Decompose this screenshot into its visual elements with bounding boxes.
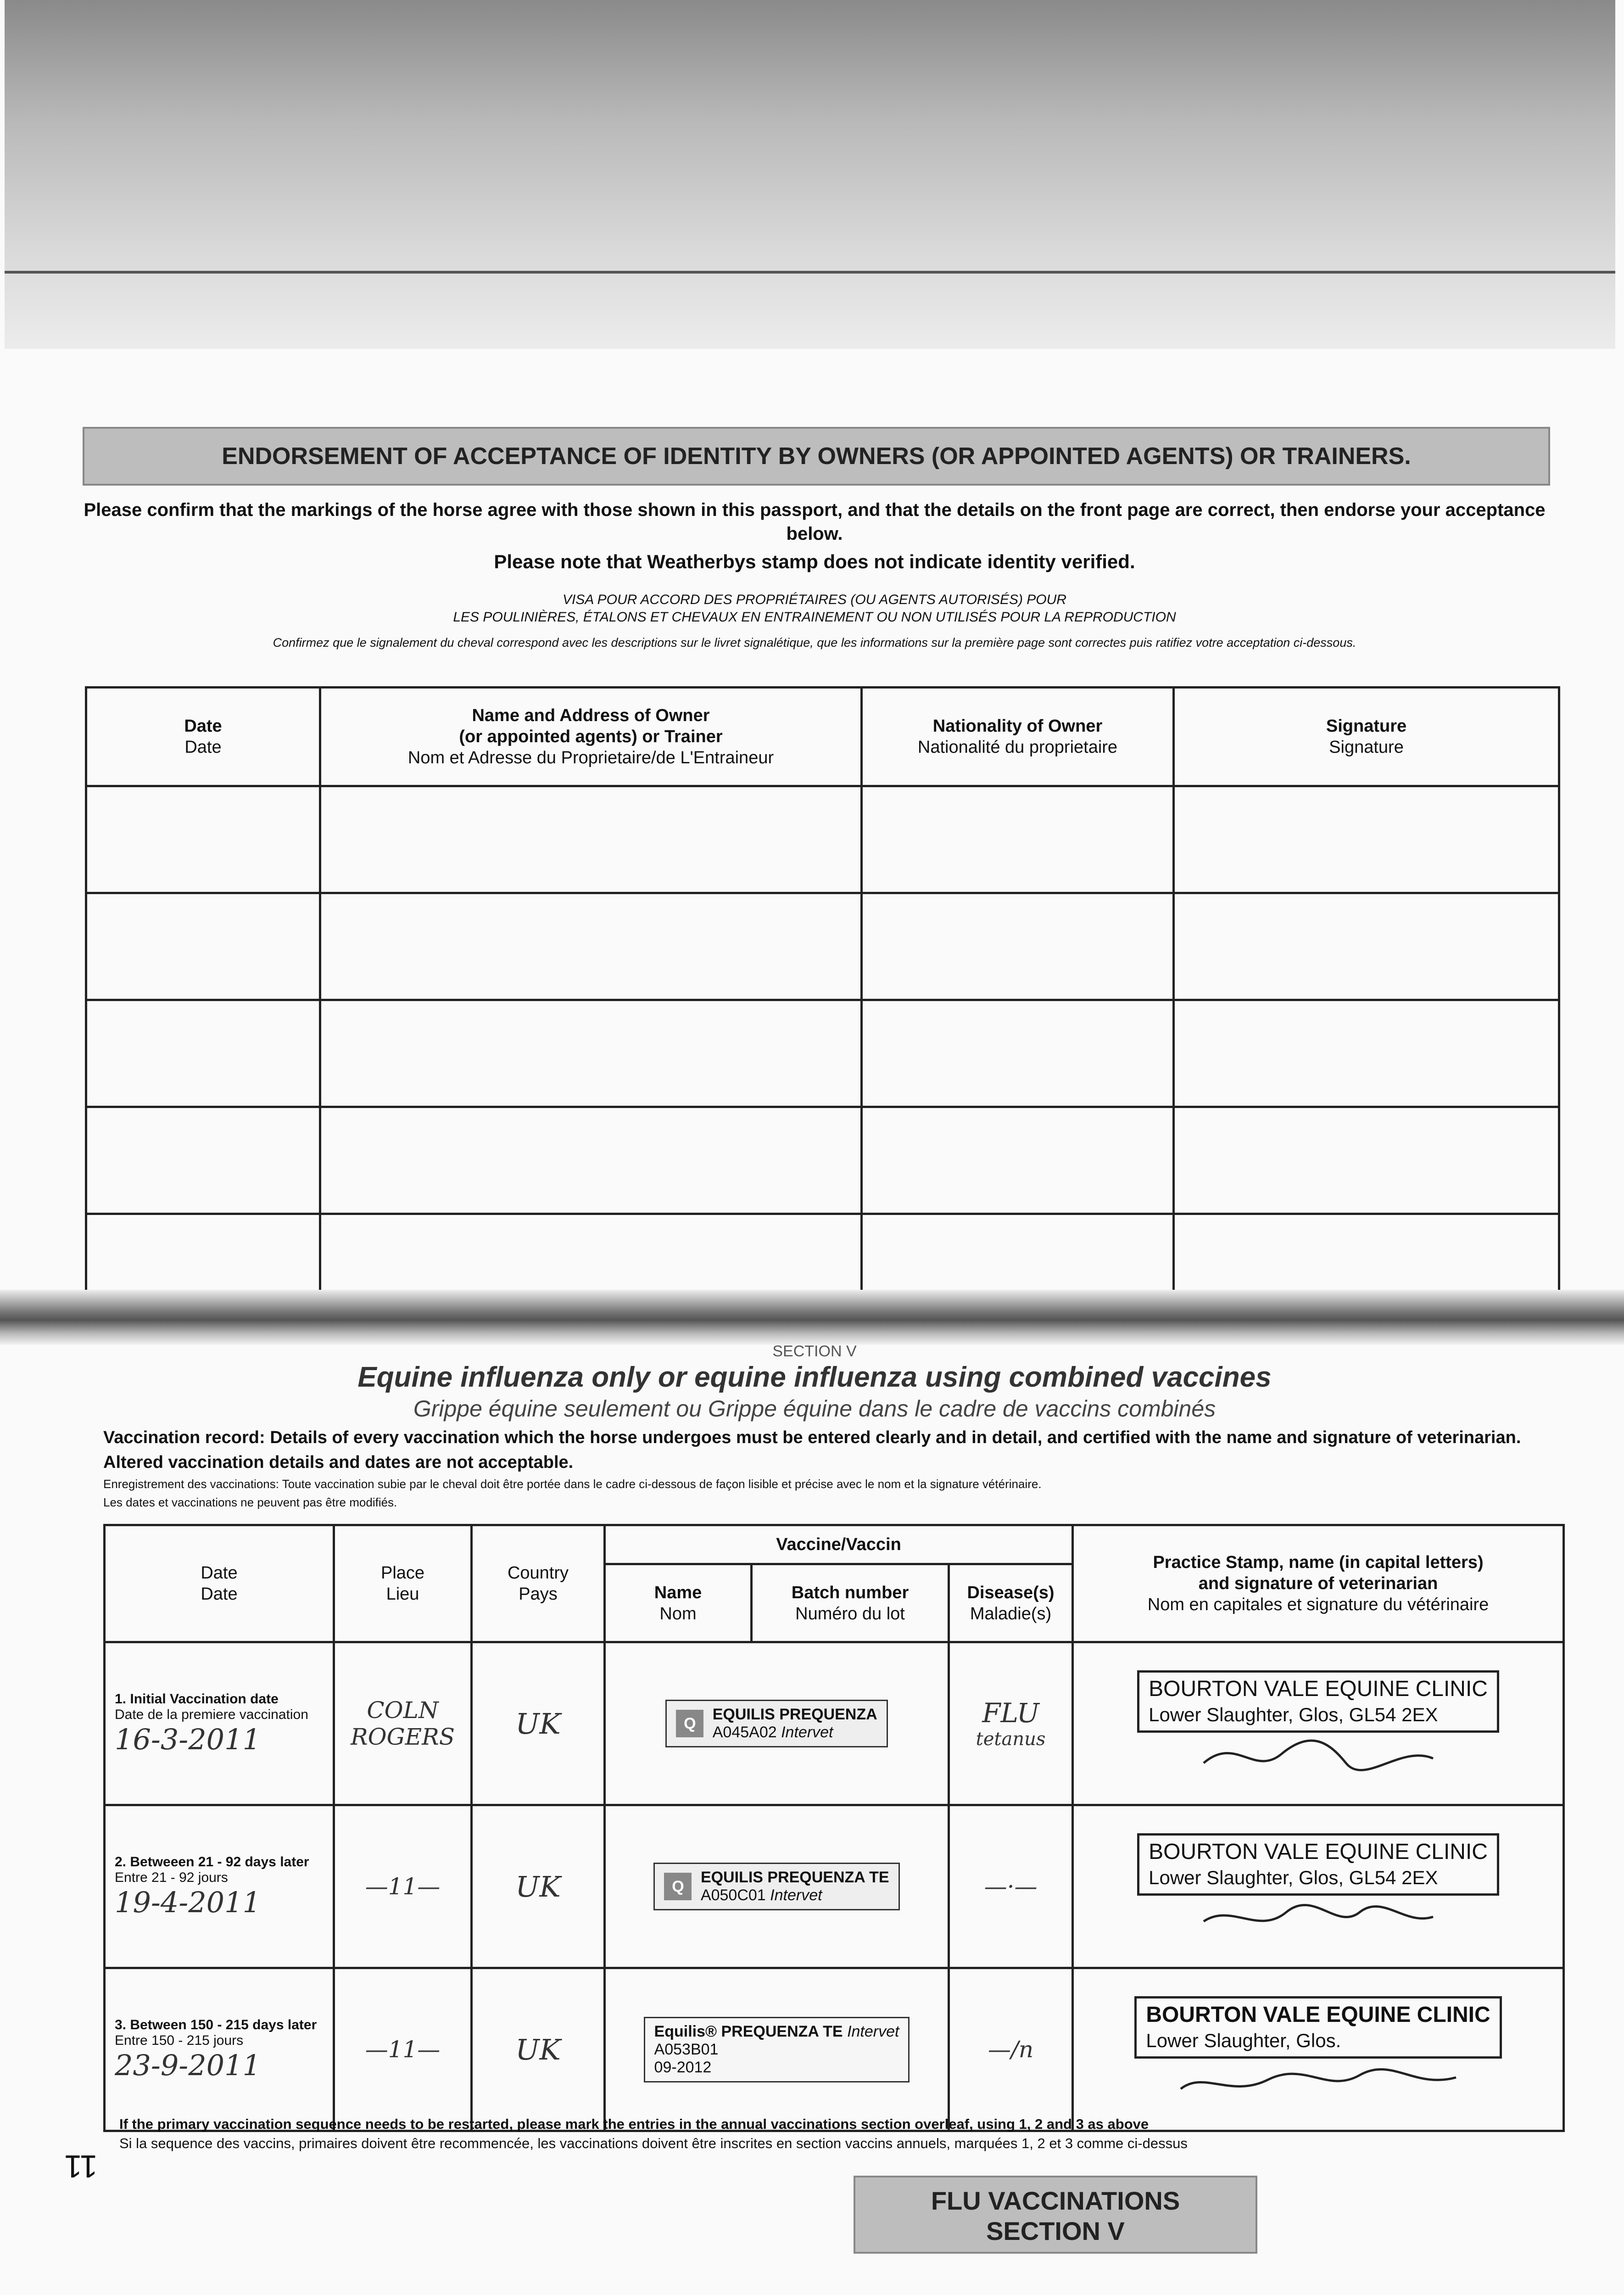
endorsement-table <box>85 686 1560 1322</box>
veterinarian-signature <box>1176 2061 1461 2103</box>
col-nationality: Nationality of Owner Nationalité du proprietaire <box>862 688 1174 786</box>
col-vaccine-name: Name Nom <box>605 1564 752 1642</box>
practice-stamp-cell[interactable] <box>1073 1968 1564 2131</box>
page-number: 11 <box>64 2149 98 2184</box>
disease-cell[interactable]: —/n <box>949 1968 1073 2131</box>
vaccination-row-2[interactable] <box>105 1805 1564 1968</box>
disease-cell[interactable]: FLU tetanus <box>949 1642 1073 1805</box>
col-disease: Disease(s) Maladie(s) <box>949 1564 1073 1642</box>
equilis-logo-icon: Q <box>676 1710 703 1737</box>
vaccine-sticker-cell[interactable] <box>605 1805 949 1968</box>
disease-cell[interactable]: —·— <box>949 1805 1073 1968</box>
vaccine-sticker: Q EQUILIS PREQUENZA A045A02 Intervet <box>665 1700 887 1747</box>
vaccine-sticker-cell[interactable] <box>605 1968 949 2131</box>
col-practice-stamp: Practice Stamp, name (in capital letters) and signature of veterinarian Nom en capitales et signature du vétérinaire <box>1073 1525 1564 1642</box>
vaccine-label: Equilis® PREQUENZA TE Intervet A053B01 09-2012 <box>644 2017 910 2082</box>
endorsement-header-row <box>86 688 1559 786</box>
section-label: SECTION V <box>772 1343 857 1360</box>
vaccination-record-note-fr-2: Les dates et vaccinations ne peuvent pas être modifiés. <box>103 1495 397 1509</box>
handwritten-date: 23-9-2011 <box>115 2048 261 2082</box>
clinic-stamp: BOURTON VALE EQUINE CLINIC Lower Slaughter, Glos, GL54 2EX <box>1137 1833 1499 1896</box>
clinic-stamp: BOURTON VALE EQUINE CLINIC Lower Slaughter, Glos, GL54 2EX <box>1137 1670 1499 1733</box>
handwritten-date: 16-3-2011 <box>115 1722 261 1756</box>
weatherbys-note: Please note that Weatherbys stamp does not indicate identity verified. <box>494 551 1135 572</box>
col-signature: Signature Signature <box>1174 688 1559 786</box>
endorsement-row[interactable] <box>86 1107 1559 1214</box>
col-date: Date Date <box>86 688 320 786</box>
equilis-logo-icon: Q <box>664 1873 692 1900</box>
flu-vaccinations-footer: FLU VACCINATIONS SECTION V <box>854 2176 1257 2254</box>
veterinarian-signature <box>1199 1898 1438 1940</box>
place-cell[interactable]: —11— <box>334 1805 472 1968</box>
section-title: Equine influenza only or equine influenza using combined vaccines <box>357 1361 1272 1393</box>
vaccination-record-note-fr: Enregistrement des vaccinations: Toute vaccination subie par le cheval doit être portée dans le cadre ci-dessous de façon lisible et précise avec le nom et la signature vétérinaire. <box>103 1477 1042 1491</box>
date-cell[interactable]: 1. Initial Vaccination date Date de la premiere vaccination 16-3-2011 <box>105 1642 334 1805</box>
country-cell[interactable]: UK <box>472 1805 605 1968</box>
endorsement-row[interactable] <box>86 893 1559 1000</box>
endorsement-instruction-fr-3: Confirmez que le signalement du cheval correspond avec les descriptions sur le livret signalétique, que les informations sur la première page sont correctes puis ratifiez votre acceptation ci-dessous. <box>273 636 1356 649</box>
vaccination-row-3[interactable] <box>105 1968 1564 2131</box>
endorsement-instruction-fr-2: LES POULINIÈRES, ÉTALONS ET CHEVAUX EN ENTRAINEMENT OU NON UTILISÉS POUR LA REPRODUCTION <box>453 610 1176 625</box>
col-vaccine-group: Vaccine/Vaccin <box>605 1525 1073 1564</box>
endorsement-row[interactable] <box>86 1000 1559 1107</box>
col-date: Date Date <box>105 1525 334 1642</box>
place-cell[interactable]: COLN ROGERS <box>334 1642 472 1805</box>
vaccination-record-note: Vaccination record: Details of every vaccination which the horse undergoes must be entered clearly and in detail, and certified with the name and signature of veterinarian. Altered vaccination details and dates are not acceptable. <box>103 1428 1521 1472</box>
vaccination-table <box>103 1524 1565 2132</box>
col-name-address: Name and Address of Owner (or appointed agents) or Trainer Nom et Adresse du Proprietaire/de L'Entraineur <box>320 688 862 786</box>
country-cell[interactable]: UK <box>472 1642 605 1805</box>
place-cell[interactable]: —11— <box>334 1968 472 2131</box>
date-cell[interactable]: 3. Between 150 - 215 days later Entre 150 - 215 jours 23-9-2011 <box>105 1968 334 2131</box>
endorsement-header: ENDORSEMENT OF ACCEPTANCE OF IDENTITY BY OWNERS (OR APPOINTED AGENTS) OR TRAINERS. <box>83 427 1550 486</box>
restart-note: If the primary vaccination sequence needs to be restarted, please mark the entries in the annual vaccinations section overleaf, using 1, 2 and 3 as above <box>119 2116 1149 2132</box>
country-cell[interactable]: UK <box>472 1968 605 2131</box>
col-batch: Batch number Numéro du lot <box>752 1564 949 1642</box>
restart-note-fr: Si la sequence des vaccins, primaires doivent être recommencée, les vaccinations doivent être inscrites en section vaccins annuels, marquées 1, 2 et 3 comme ci-dessus <box>119 2135 1188 2151</box>
veterinarian-signature <box>1199 1735 1438 1777</box>
section-title-fr: Grippe équine seulement ou Grippe équine dans le cadre de vaccins combinés <box>413 1396 1216 1422</box>
clinic-stamp: BOURTON VALE EQUINE CLINIC Lower Slaughter, Glos. <box>1134 1996 1501 2059</box>
endorsement-instruction-fr-1: VISA POUR ACCORD DES PROPRIÉTAIRES (OU AGENTS AUTORISÉS) POUR <box>563 592 1066 607</box>
date-cell[interactable]: 2. Betweeen 21 - 92 days later Entre 21 - 92 jours 19-4-2011 <box>105 1805 334 1968</box>
endorsement-row[interactable] <box>86 786 1559 893</box>
handwritten-date: 19-4-2011 <box>115 1885 261 1919</box>
practice-stamp-cell[interactable] <box>1073 1805 1564 1968</box>
vaccine-sticker-cell[interactable] <box>605 1642 949 1805</box>
vaccine-sticker: Q EQUILIS PREQUENZA TE A050C01 Intervet <box>653 1863 899 1910</box>
scanned-page-edge <box>5 0 1615 349</box>
practice-stamp-cell[interactable] <box>1073 1642 1564 1805</box>
vaccination-row-1[interactable] <box>105 1642 1564 1805</box>
col-country: Country Pays <box>472 1525 605 1642</box>
page-fold-shadow <box>0 1290 1624 1345</box>
endorsement-instruction: Please confirm that the markings of the horse agree with those shown in this passport, and that the details on the front page are correct, then endorse your acceptance below. <box>84 500 1546 544</box>
vaccination-header-row <box>105 1525 1564 1564</box>
col-place: Place Lieu <box>334 1525 472 1642</box>
